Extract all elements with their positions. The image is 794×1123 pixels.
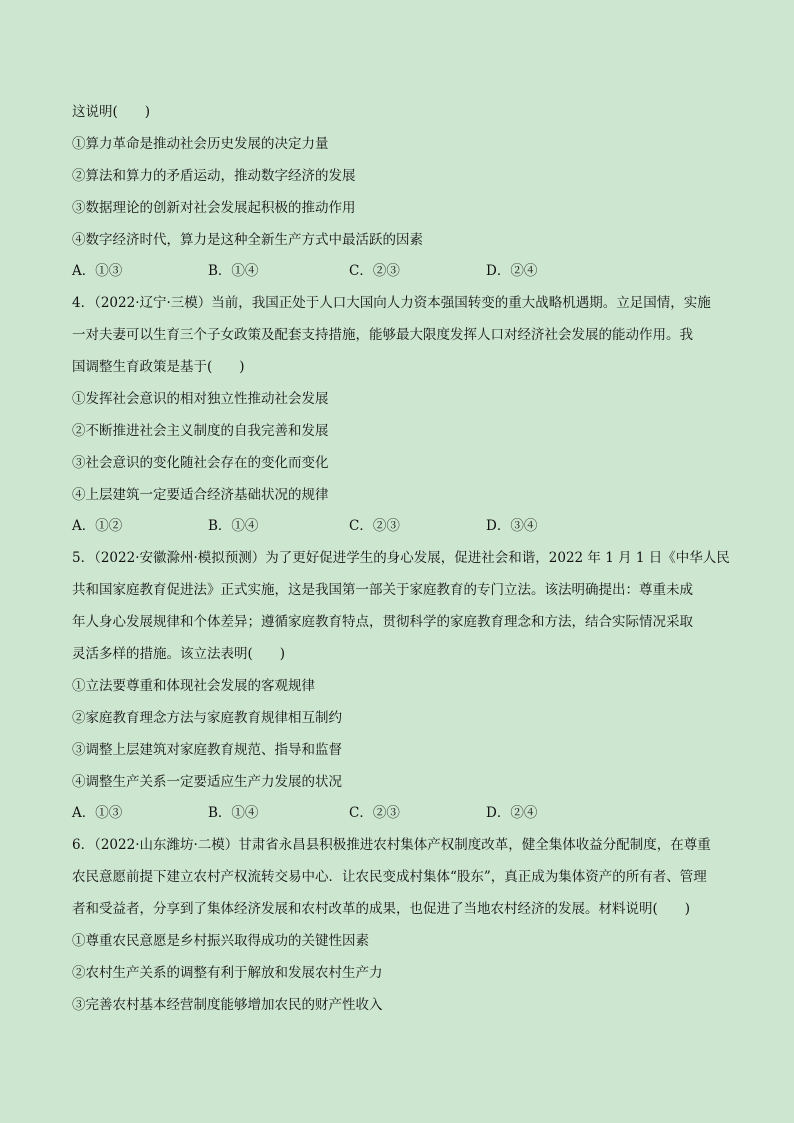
q6-item-1: ①尊重农民意愿是乡村振兴取得成功的关键性因素 [72,933,369,949]
q6-item-2: ②农村生产关系的调整有利于解放和发展农村生产力 [72,965,383,981]
q5-option-a: A．①③ [72,805,123,821]
q5-stem-line-3: 年人身心发展规律和个体差异；遵循家庭教育特点，贯彻科学的家庭教育理念和方法，结合实际情况采取 [72,614,693,630]
q5-item-3: ③调整上层建筑对家庭教育规范、指导和监督 [72,742,342,758]
q5-stem-line-2: 共和国家庭教育促进法》正式实施，这是我国第一部关于家庭教育的专门立法。该法明确提出：尊重未成 [72,582,693,598]
q5-stem-line-4: 灵活多样的措施。该立法表明( ) [72,646,286,662]
q4-stem-line-1: 4．（2022·辽宁·三模）当前，我国正处于人口大国向人力资本强国转变的重大战略机遇期。立足国情，实施 [72,295,711,311]
q4-stem-line-3: 国调整生育政策是基于( ) [72,359,245,375]
q4-item-3: ③社会意识的变化随社会存在的变化而变化 [72,455,329,471]
q6-stem-line-1: 6．（2022·山东潍坊·二模）甘肃省永昌县积极推进农村集体产权制度改革，健全集体收益分配制度，在尊重 [72,837,711,853]
q3-option-d: D．②④ [486,263,538,279]
q5-option-b: B．①④ [208,805,259,821]
q5-options [72,805,722,821]
q4-options [72,518,722,534]
q5-item-4: ④调整生产关系一定要适应生产力发展的状况 [72,774,342,790]
q3-stem-end: 这说明( ) [72,104,151,120]
q3-option-c: C．②③ [349,263,400,279]
q3-item-3: ③数据理论的创新对社会发展起积极的推动作用 [72,200,356,216]
q4-item-1: ①发挥社会意识的相对独立性推动社会发展 [72,391,329,407]
q3-item-4: ④数字经济时代，算力是这种全新生产方式中最活跃的因素 [72,232,423,248]
q6-stem-line-3: 者和受益者，分享到了集体经济发展和农村改革的成果，也促进了当地农村经济的发展。材料说明( ) [72,901,691,917]
q4-option-d: D．③④ [486,518,538,534]
q3-options [72,263,722,279]
q4-item-4: ④上层建筑一定要适合经济基础状况的规律 [72,487,329,503]
q4-option-c: C．②③ [349,518,400,534]
q4-option-b: B．①④ [208,518,259,534]
q3-item-1: ①算力革命是推动社会历史发展的决定力量 [72,136,329,152]
q3-option-a: A．①③ [72,263,123,279]
q5-item-2: ②家庭教育理念方法与家庭教育规律相互制约 [72,710,342,726]
q5-item-1: ①立法要尊重和体现社会发展的客观规律 [72,678,315,694]
q3-item-2: ②算法和算力的矛盾运动，推动数字经济的发展 [72,168,356,184]
q5-option-c: C．②③ [349,805,400,821]
q5-stem-line-1: 5．（2022·安徽滁州·模拟预测）为了更好促进学生的身心发展，促进社会和谐，2022 年 1 月 1 日《中华人民 [72,550,730,566]
q4-option-a: A．①② [72,518,123,534]
q3-option-b: B．①④ [208,263,259,279]
q4-item-2: ②不断推进社会主义制度的自我完善和发展 [72,423,329,439]
q5-option-d: D．②④ [486,805,538,821]
q6-stem-line-2: 农民意愿前提下建立农村产权流转交易中心．让农民变成村集体“股东”，真正成为集体资产的所有者、管理 [72,869,707,885]
q4-stem-line-2: 一对夫妻可以生育三个子女政策及配套支持措施，能够最大限度发挥人口对经济社会发展的能动作用。我 [72,327,693,343]
q6-item-3: ③完善农村基本经营制度能够增加农民的财产性收入 [72,997,383,1013]
